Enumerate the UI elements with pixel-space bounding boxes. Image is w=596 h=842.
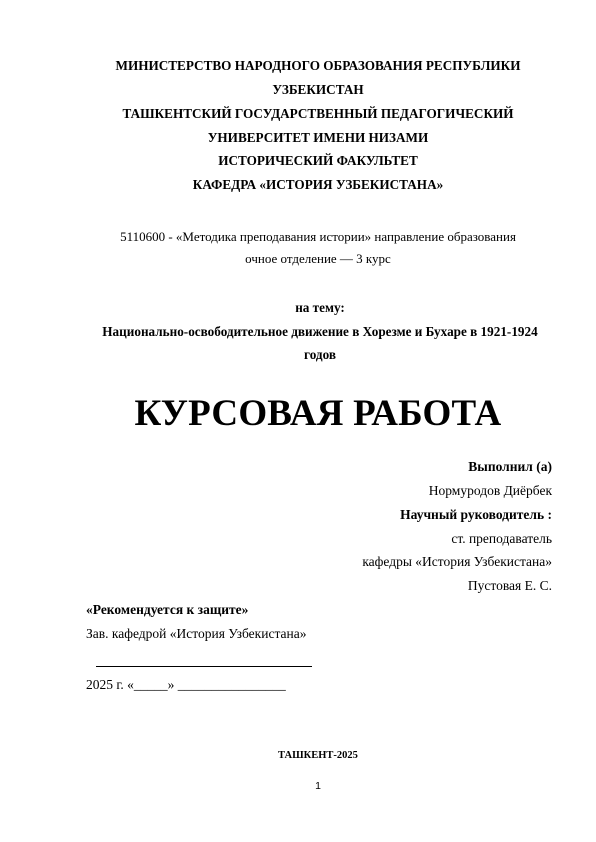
specialty-form: очное отделение — 3 курс <box>245 251 391 266</box>
supervisor-label: Научный руководитель : <box>400 507 552 522</box>
header-line-university: ТАШКЕНТСКИЙ ГОСУДАРСТВЕННЫЙ ПЕДАГОГИЧЕСКИЙ <box>122 106 514 121</box>
header-line-ministry: МИНИСТЕРСТВО НАРОДНОГО ОБРАЗОВАНИЯ РЕСПУБЛИКИ <box>115 58 521 73</box>
header-line-university-name: УНИВЕРСИТЕТ ИМЕНИ НИЗАМИ <box>207 130 429 145</box>
specialty-direction: 5110600 - «Методика преподавания истории» направление образования <box>120 229 516 244</box>
topic-line-2: годов <box>304 347 336 362</box>
author-name: Нормуродов Диёрбек <box>428 483 552 498</box>
supervisor-department: кафедры «История Узбекистана» <box>362 554 552 569</box>
approval-head: Зав. кафедрой «История Узбекистана» <box>86 626 307 641</box>
city-year: ТАШКЕНТ-2025 <box>278 750 358 761</box>
topic-label: на тему: <box>295 300 345 315</box>
supervisor-name: Пустовая Е. С. <box>467 578 552 593</box>
author-label: Выполнил (а) <box>468 459 552 474</box>
header-line-faculty: ИСТОРИЧЕСКИЙ ФАКУЛЬТЕТ <box>218 153 418 168</box>
signature-line <box>96 666 312 667</box>
approval-label: «Рекомендуется к защите» <box>86 602 249 617</box>
header-line-country: УЗБЕКИСТАН <box>272 82 364 97</box>
document-title: КУРСОВАЯ РАБОТА <box>134 393 502 434</box>
page-number: 1 <box>315 780 321 792</box>
topic-line-1: Национально-освободительное движение в Хорезме и Бухаре в 1921-1924 <box>102 324 538 339</box>
supervisor-position: ст. преподаватель <box>451 531 552 546</box>
header-line-department: КАФЕДРА «ИСТОРИЯ УЗБЕКИСТАНА» <box>192 177 444 192</box>
approval-date-line: 2025 г. «_____» ________________ <box>86 677 286 692</box>
